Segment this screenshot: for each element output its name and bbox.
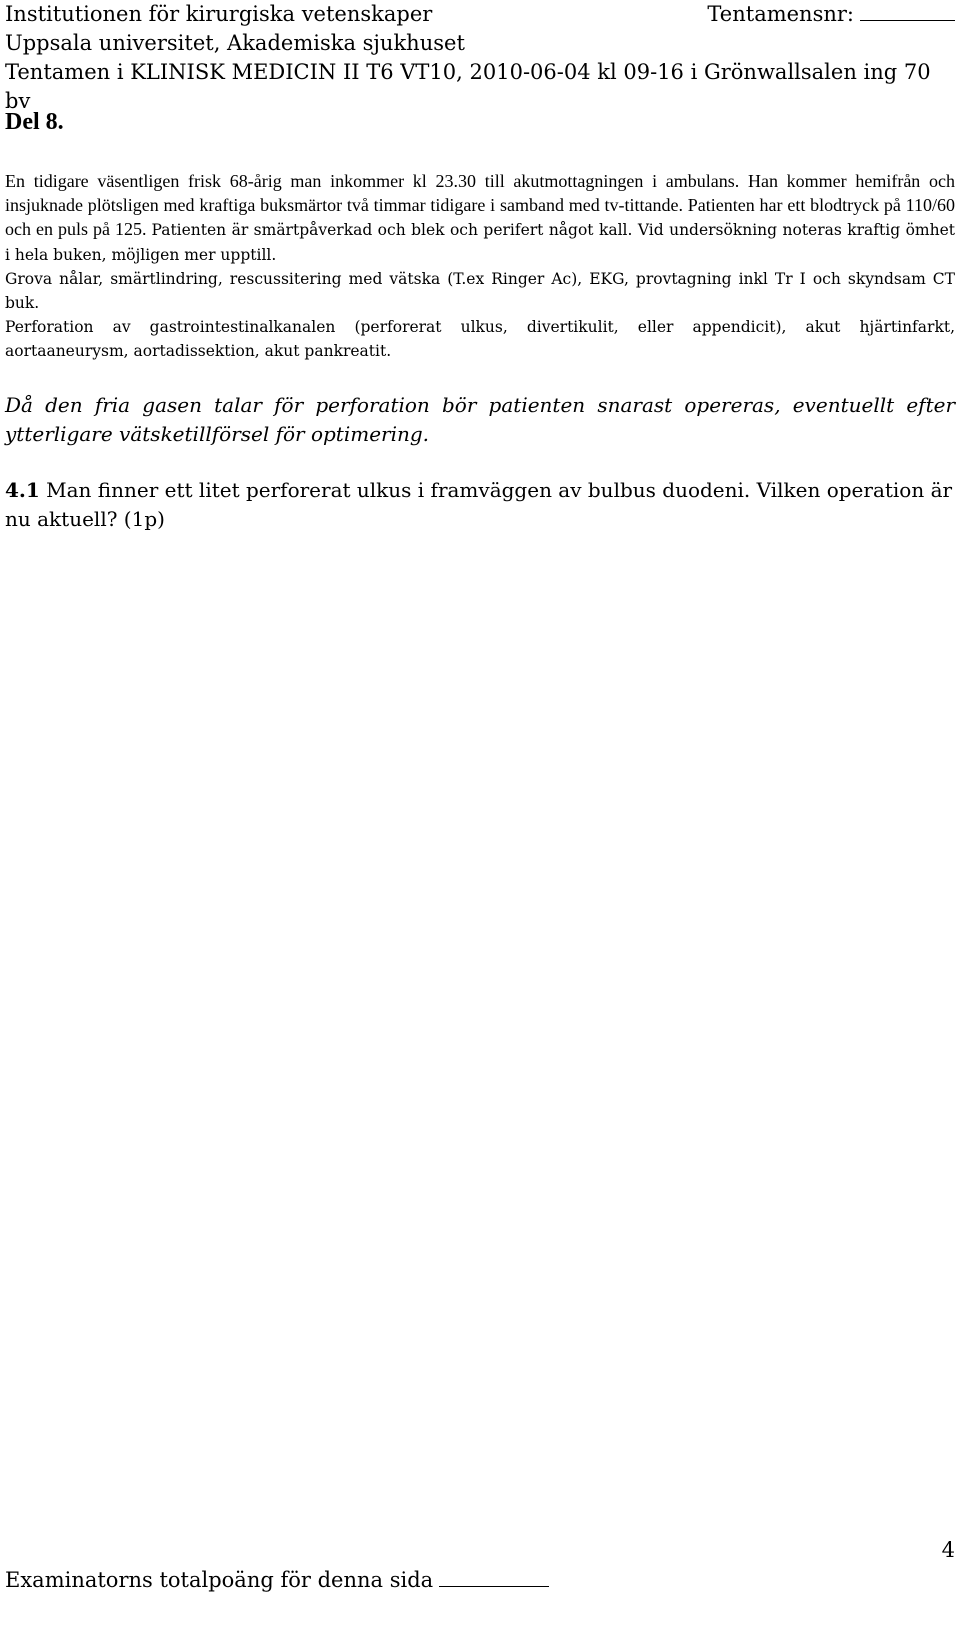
exam-number-label: Tentamensnr: xyxy=(707,2,854,26)
examiner-score-label: Examinatorns totalpoäng för denna sida xyxy=(5,1568,434,1592)
case-paragraph-2: Grova nålar, smärtlindring, rescussitering med vätska (T.ex Ringer Ac), EKG, provtagning inkl Tr I och skyndsam CT buk. xyxy=(5,270,955,312)
answer-italic-text: Då den fria gasen talar för perforation bör patienten snarast opereras, eventuellt efter ytterligare vätsketillförsel för optimering. xyxy=(5,393,955,446)
exam-number-blank[interactable] xyxy=(860,0,955,21)
header-row-1 xyxy=(5,0,955,29)
question-4-1 xyxy=(5,476,955,534)
question-text: Man finner ett litet perforerat ulkus i framväggen av bulbus duodeni. Vilken operation är nu aktuell? (1p) xyxy=(5,478,953,531)
case-text-1b: Patienten är smärtpåverkad och blek och perifert något kall. Vid undersökning noteras kraftig ömhet i hela buken, möjligen mer upptill. xyxy=(5,221,955,264)
institution-name: Institutionen för kirurgiska vetenskaper xyxy=(5,2,433,26)
case-paragraph-3: Perforation av gastrointestinalkanalen (perforerat ulkus, divertikulit, eller appendicit), akut hjärtinfarkt, aortaaneurysm, aortadissektion, akut pankreatit. xyxy=(5,318,955,360)
examiner-score-footer xyxy=(5,1566,549,1592)
page-header xyxy=(5,0,955,116)
case-text-1a: En tidigare väsentligen frisk 68-årig man inkommer kl 23.30 till akutmottagningen i ambulans. Han kommer hemifrån och insjuknade plötsligen med kraftiga buksmärtor två timmar tidigare i samband med tv-tittande. Patienten har ett blodtryck på 110/60 och en puls på 125. xyxy=(5,171,955,239)
university-name: Uppsala universitet, Akademiska sjukhuset xyxy=(5,31,465,55)
case-description xyxy=(5,169,955,363)
exam-title: Tentamen i KLINISK MEDICIN II T6 VT10, 2010-06-04 kl 09-16 i Grönwallsalen ing 70 bv xyxy=(5,60,931,113)
examiner-score-blank[interactable] xyxy=(439,1566,549,1587)
exam-number-field xyxy=(707,0,955,29)
question-number: 4.1 xyxy=(5,478,40,502)
case-paragraph-1 xyxy=(5,169,955,267)
page-number: 4 xyxy=(941,1538,955,1562)
section-title: Del 8. xyxy=(5,109,64,135)
